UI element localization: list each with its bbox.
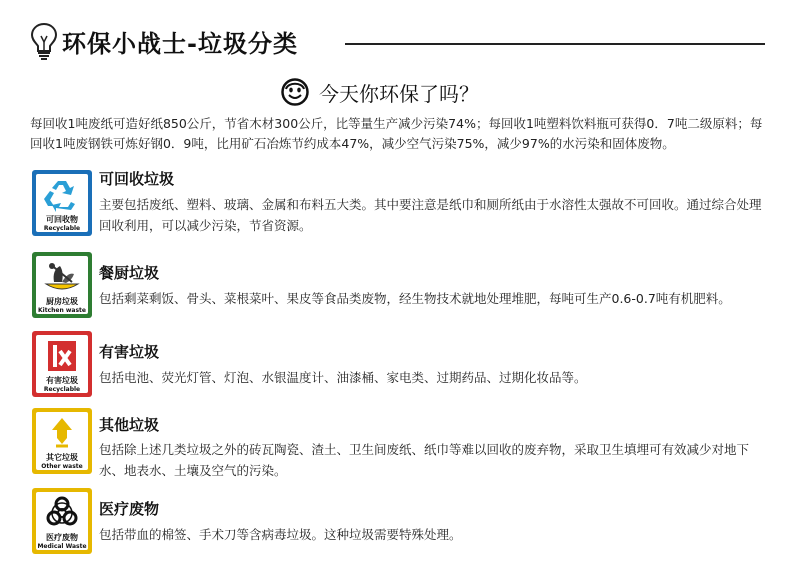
badge-label: 可回收物	[46, 215, 78, 224]
biohazard-icon	[42, 496, 82, 530]
category-description: 包括电池、荧光灯管、灯泡、水银温度计、油漆桶、家电类、过期药品、过期化妆品等。	[99, 370, 587, 385]
badge-label-en: Kitchen waste	[38, 307, 86, 314]
category-title: 有害垃圾	[99, 343, 160, 361]
badge-label: 其它垃圾	[46, 453, 78, 462]
page-header	[0, 0, 790, 70]
category-hazardous	[32, 331, 767, 403]
recycle-icon	[42, 178, 82, 212]
category-title: 其他垃圾	[99, 416, 160, 434]
badge-label-en: Recyclable	[43, 386, 81, 393]
recyclable-badge	[32, 170, 92, 236]
category-description: 主要包括废纸、塑料、玻璃、金属和布料五大类。其中要注意是纸巾和厕所纸由于水溶性太强故不可回收。通过综合处理回收利用，可以减少污染，节省资源。	[99, 197, 762, 233]
lightbulb-icon	[30, 22, 58, 60]
smiley-icon	[281, 78, 309, 106]
badge-label: 厨房垃圾	[46, 297, 78, 306]
badge-label-en: Other waste	[41, 463, 83, 470]
page-subtitle: 今天你环保了吗？	[319, 81, 479, 106]
intro-paragraph: 每回收1吨废纸可造好纸850公斤，节省木材300公斤，比等量生产减少污染74%；每回收1吨塑料饮料瓶可获得0．7吨二级原料；每回收1吨废钢铁可炼好钢0．9吨，比用矿石冶炼节约成本47%，减少空气污染75%，减少97%的水污染和固体废物。	[30, 116, 763, 151]
category-description: 包括剩菜剩饭、骨头、菜根菜叶、果皮等食品类废物，经生物技术就地处理堆肥，每吨可生产0.6-0.7吨有机肥料。	[99, 291, 731, 306]
hazard-icon	[42, 339, 82, 373]
badge-label: 有害垃圾	[46, 376, 78, 385]
subtitle-row	[281, 76, 479, 108]
category-description: 包括带血的棉签、手术刀等含病毒垃圾。这种垃圾需要特殊处理。	[99, 527, 462, 542]
category-description: 包括除上述几类垃圾之外的砖瓦陶瓷、渣土、卫生间废纸、纸巾等难以回收的废弃物，采取卫生填埋可有效减少对地下水、地表水、土壤及空气的污染。	[99, 442, 750, 478]
other-waste-icon	[42, 416, 82, 450]
page-title: 环保小战士-垃圾分类	[62, 30, 298, 58]
category-title: 医疗废物	[99, 500, 160, 518]
food-waste-icon	[42, 260, 82, 294]
badge-label-en: Medical Waste	[37, 543, 87, 550]
kitchen-badge	[32, 252, 92, 318]
category-kitchen	[32, 252, 767, 324]
category-medical	[32, 488, 767, 560]
badge-label-en: Recyclable	[43, 225, 81, 232]
hazardous-badge	[32, 331, 92, 397]
other-badge	[32, 408, 92, 474]
badge-label: 医疗废物	[46, 533, 78, 542]
medical-badge	[32, 488, 92, 554]
category-title: 可回收垃圾	[99, 170, 175, 188]
category-recyclable	[32, 170, 767, 242]
category-title: 餐厨垃圾	[99, 264, 160, 282]
category-other	[32, 408, 767, 480]
title-divider	[345, 43, 765, 45]
